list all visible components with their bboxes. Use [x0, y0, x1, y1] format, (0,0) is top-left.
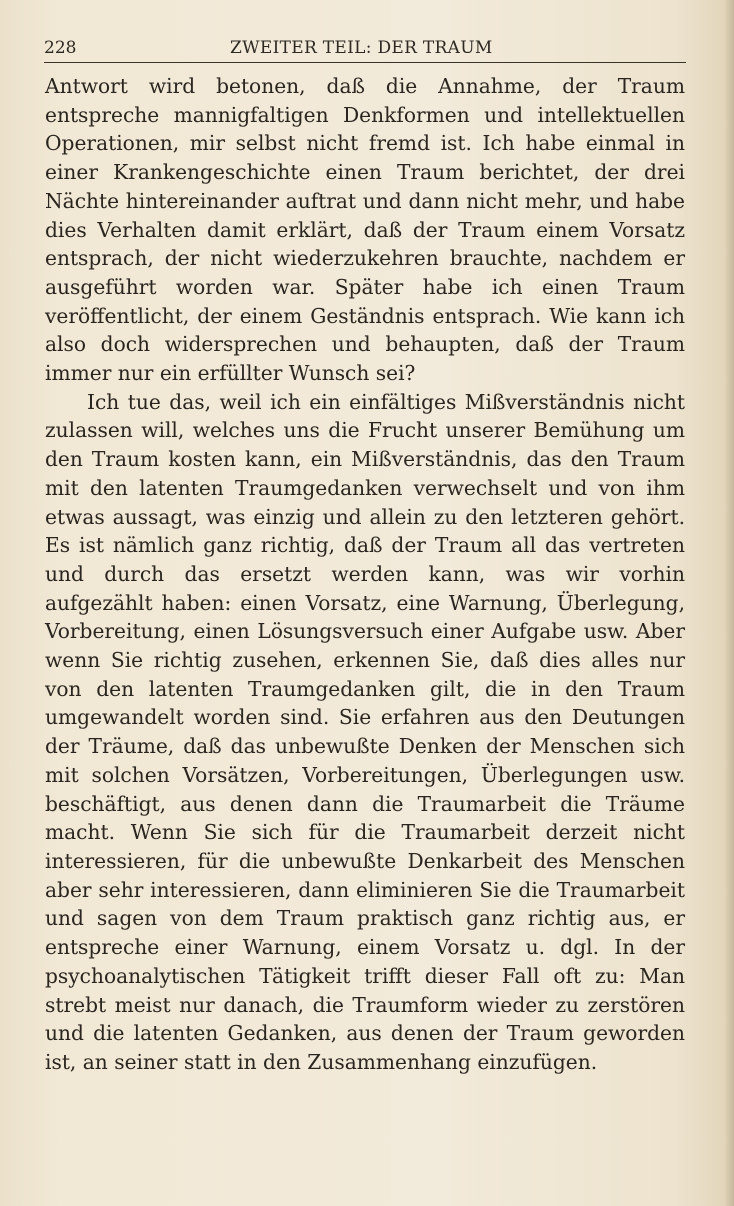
- paragraph: Ich tue das, weil ich ein einfältiges Mißverständnis nicht zulassen will, welches uns die Frucht unserer Bemühung um den Traum kosten kann, ein Mißverständnis, das den Traum mit den latenten Traumgedanken verwechselt und von ihm etwas aussagt, was einzig und allein zu den letzteren gehört. Es ist nämlich ganz richtig, daß der Traum all das vertreten und durch das ersetzt werden kann, was wir vorhin aufgezählt haben: einen Vorsatz, eine Warnung, Überlegung, Vorbereitung, einen Lösungsversuch einer Aufgabe usw. Aber wenn Sie richtig zusehen, erkennen Sie, daß dies alles nur von den latenten Traumgedanken gilt, die in den Traum umgewandelt worden sind. Sie erfahren aus den Deutungen der Träume, daß das unbewußte Denken der Menschen sich mit solchen Vorsätzen, Vorbereitungen, Überlegungen usw. beschäftigt, aus denen dann die Traumarbeit die Träume macht. Wenn Sie sich für die Traumarbeit derzeit nicht interessieren, für die unbewußte Denkarbeit des Menschen aber sehr interessieren, dann eliminieren Sie die Traumarbeit und sagen von dem Traum praktisch ganz richtig aus, er entspreche einer Warnung, einem Vorsatz u. dgl. In der psychoanalytischen Tätigkeit trifft dieser Fall oft zu: Man strebt meist nur danach, die Traumform wieder zu zerstören und die latenten Gedanken, aus denen der Traum geworden ist, an seiner statt in den Zusammenhang einzufügen.: [45, 389, 685, 1074]
- page-header: [44, 38, 686, 63]
- page-number: 228: [44, 38, 77, 58]
- page-edge-shadow: [724, 0, 734, 1206]
- body-text: [45, 72, 685, 1077]
- running-head: ZWEITER TEIL: DER TRAUM: [230, 38, 493, 58]
- paragraph-continued: Antwort wird betonen, daß die Annahme, der Traum entspreche mannigfaltigen Denkformen und intellektuellen Operationen, mir selbst nicht fremd ist. Ich habe einmal in einer Krankengeschichte einen Traum berichtet, der drei Nächte hintereinander auftrat und dann nicht mehr, und habe dies Verhalten damit erklärt, daß der Traum einem Vorsatz entsprach, der nicht wiederzukehren brauchte, nachdem er ausgeführt worden war. Später habe ich einen Traum veröffentlicht, der einem Geständnis entsprach. Wie kann ich also doch widersprechen und behaupten, daß der Traum immer nur ein erfüllter Wunsch sei?: [45, 74, 685, 386]
